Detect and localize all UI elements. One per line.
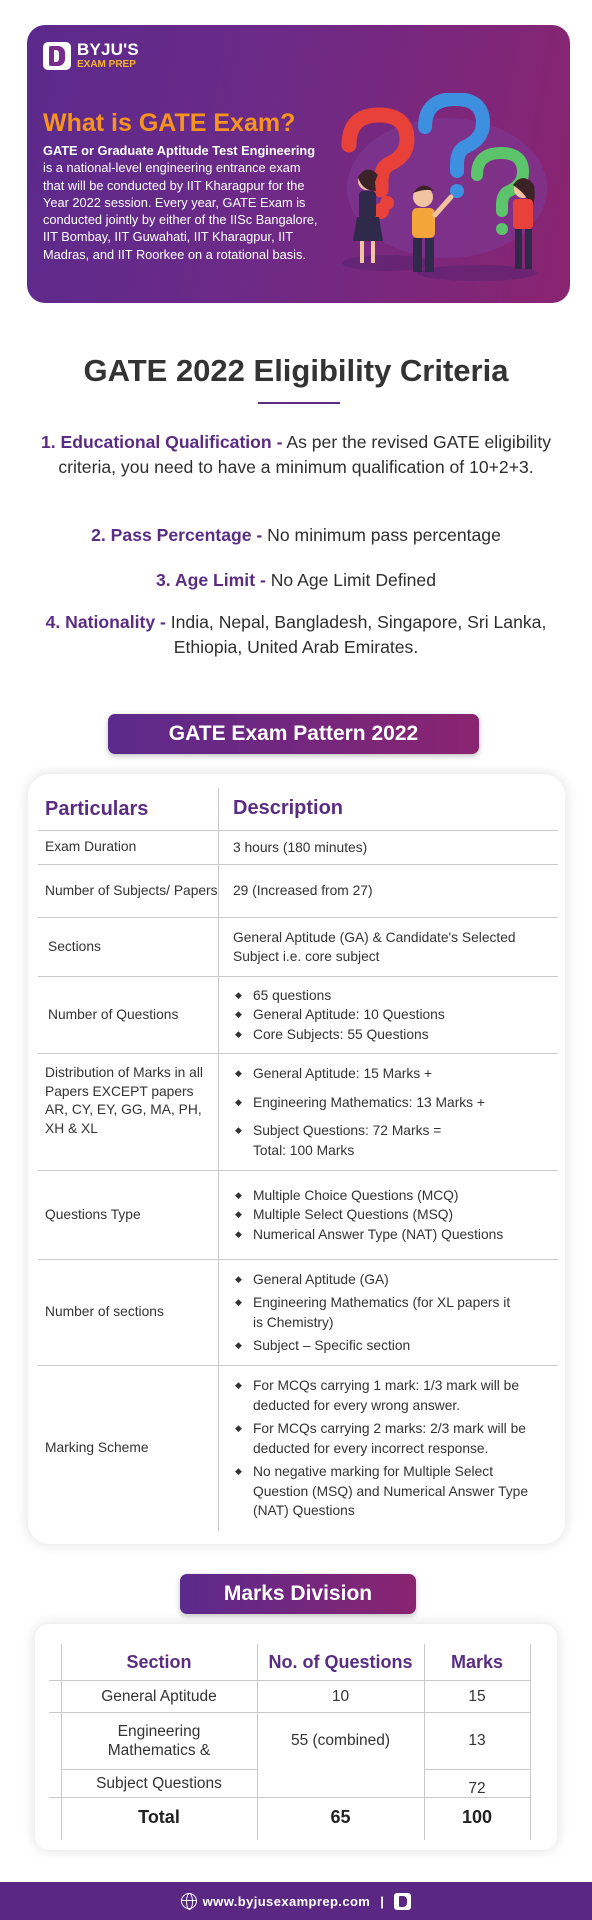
row-value (218, 977, 558, 1053)
people-question-marks-illustration (327, 93, 557, 288)
logo-name: BYJU'S (77, 40, 139, 59)
row-value (218, 1171, 558, 1259)
section-cell: Subject Questions (96, 1774, 222, 1792)
marks-division-heading: Marks Division (180, 1574, 416, 1614)
criterion-nationality (40, 610, 552, 660)
row-label: Marking Scheme (45, 1440, 149, 1456)
bullet-item: ◆ General Aptitude: 10 Questions (233, 1005, 558, 1025)
questions-cell-combined: 55 (combined) (290, 1732, 391, 1749)
row-value: General Aptitude (GA) & Candidate's Selected Subject i.e. core subject (218, 918, 558, 976)
criterion-text: No Age Limit Defined (265, 570, 436, 590)
col-header-particulars: Particulars (45, 797, 149, 820)
questions-cell: 10 (331, 1687, 350, 1705)
bullet-item: ◆ General Aptitude: 15 Marks + (233, 1064, 528, 1084)
eligibility-title: GATE 2022 Eligibility Criteria (83, 353, 509, 388)
total-questions: 65 (330, 1806, 351, 1827)
hero-text-rest: is a national-level engineering entrance exam that will be conducted by IIT Kharagpur for the Year 2022 session. Every year, GATE Exam is conducted jointly by either of the IISc Bangalore, IIT Bombay, IIT Guwahati, IIT Kharagpur, IIT Madras, and IIT Roorkee on a rotational basis. (43, 160, 318, 262)
table-row (38, 1366, 558, 1531)
criterion-text: India, Nepal, Bangladesh, Singapore, Sri Lanka, Ethiopia, United Arab Emirates. (165, 612, 547, 657)
total-label: Total (138, 1806, 180, 1827)
bullet-item: ◆ Engineering Mathematics: 13 Marks + (233, 1093, 528, 1113)
bullet-item: ◆ Multiple Choice Questions (MCQ) (233, 1186, 558, 1206)
col-header-questions: No. of Questions (268, 1651, 413, 1672)
criterion-text: No minimum pass percentage (262, 525, 501, 545)
criterion-pass-percentage (40, 523, 552, 548)
criterion-key: 3. Age Limit - (156, 570, 266, 590)
exam-pattern-table (38, 788, 558, 1531)
row-label: Number of sections (45, 1304, 164, 1320)
col-header-description: Description (218, 788, 558, 830)
section-cell: General Aptitude (101, 1687, 217, 1705)
table-row (38, 977, 558, 1054)
row-label: Questions Type (45, 1206, 141, 1222)
bullet-item: ◆ Subject Questions: 72 Marks = Total: 100 Marks (233, 1121, 528, 1160)
exam-pattern-heading: GATE Exam Pattern 2022 (108, 714, 479, 754)
footer-url-link[interactable]: www.byjusexamprep.com (202, 1893, 371, 1909)
table-row (38, 918, 558, 977)
criterion-educational-qualification (40, 430, 552, 480)
row-label: Exam Duration (45, 839, 137, 855)
hero-text-bold: GATE or Graduate Aptitude Test Engineering (43, 143, 316, 158)
bullet-item: ◆ Numerical Answer Type (NAT) Questions (233, 1225, 558, 1245)
bullet-item: ◆ Multiple Select Questions (MSQ) (233, 1205, 558, 1225)
bullet-item: ◆ For MCQs carrying 1 mark: 1/3 mark will be deducted for every wrong answer. (233, 1376, 536, 1415)
globe-icon (181, 1893, 197, 1909)
bullet-item: ◆ Subject – Specific section (233, 1336, 518, 1356)
marks-cell: 13 (468, 1732, 486, 1749)
marks-cell: 72 (468, 1779, 486, 1797)
row-value (218, 1366, 558, 1531)
row-label: Sections (48, 938, 101, 954)
hero-title: What is GATE Exam? (43, 109, 296, 137)
bullet-item: ◆ General Aptitude (GA) (233, 1270, 518, 1290)
row-label: Number of Questions (48, 1006, 179, 1022)
table-row (38, 1260, 558, 1366)
byjus-app-icon[interactable] (394, 1893, 411, 1910)
section-cell: Engineering Mathematics & (107, 1722, 211, 1759)
marks-division-table-card (35, 1624, 557, 1850)
row-value (218, 1260, 558, 1365)
byjus-logo[interactable] (43, 41, 139, 70)
row-value (218, 1054, 558, 1170)
marks-cell: 15 (468, 1687, 486, 1705)
title-divider (258, 402, 340, 404)
row-label: Distribution of Marks in all Papers EXCEPT papers AR, CY, EY, GG, MA, PH, XH & XL (45, 1065, 203, 1136)
bullet-item: ◆ Core Subjects: 55 Questions (233, 1025, 558, 1045)
col-header-section: Section (126, 1651, 192, 1672)
bullet-item: ◆ No negative marking for Multiple Select Question (MSQ) and Numerical Answer Type (NAT) Questions (233, 1462, 536, 1521)
marks-division-table (49, 1644, 529, 1840)
table-row (38, 1171, 558, 1260)
bullet-item: ◆ Engineering Mathematics (for XL papers it is Chemistry) (233, 1293, 518, 1332)
total-marks: 100 (461, 1806, 493, 1827)
bullet-item: ◆ For MCQs carrying 2 marks: 2/3 mark will be deducted for every incorrect response. (233, 1419, 536, 1458)
hero-description (43, 142, 323, 263)
table-row (38, 831, 558, 865)
criterion-key: 1. Educational Qualification - (40, 432, 283, 452)
logo-subtitle: EXAM PREP (77, 59, 136, 70)
exam-pattern-table-card (28, 774, 565, 1544)
bullet-item: ◆ 65 questions (233, 986, 558, 1006)
criterion-text: As per the revised GATE eligibility criteria, you need to have a minimum qualification of 10+2+3. (58, 432, 552, 477)
criterion-age-limit (40, 568, 552, 593)
col-header-marks: Marks (450, 1651, 504, 1672)
criterion-key: 2. Pass Percentage - (91, 525, 263, 545)
table-row (38, 1054, 558, 1171)
footer-bar (0, 1882, 592, 1920)
table-row (38, 865, 558, 918)
byjus-b-icon (43, 42, 71, 70)
hero-banner (27, 25, 570, 303)
footer-separator: | (380, 1893, 385, 1909)
row-value: 3 hours (180 minutes) (218, 831, 558, 864)
row-label: Number of Subjects/ Papers (45, 882, 218, 898)
table-header-row (38, 788, 558, 831)
row-value: 29 (Increased from 27) (218, 865, 558, 917)
criterion-key: 4. Nationality - (45, 612, 166, 632)
